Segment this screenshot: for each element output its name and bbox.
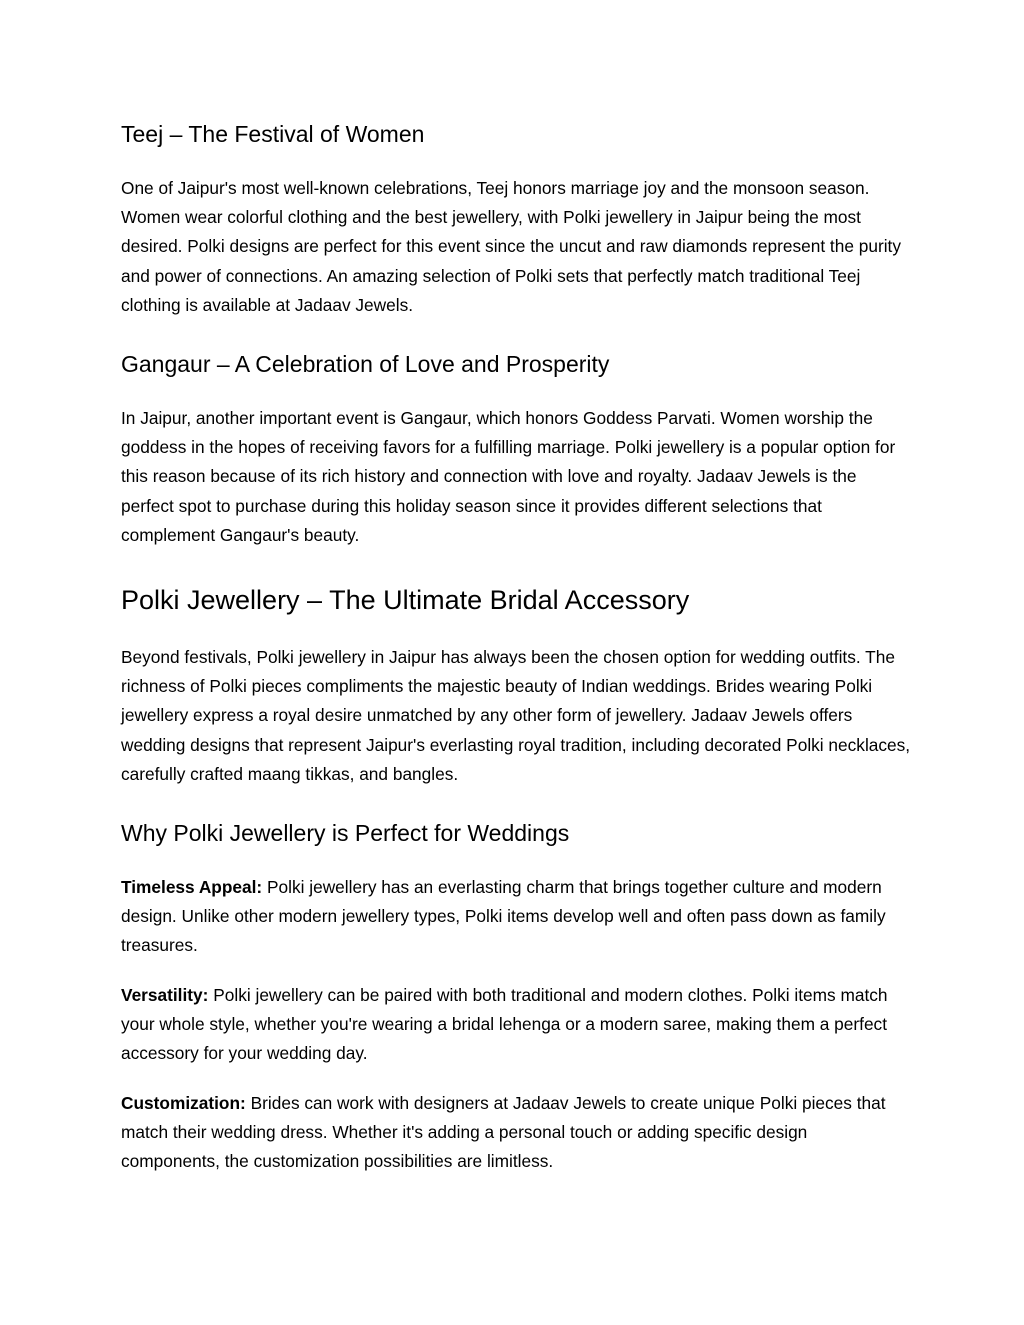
customization-text: Brides can work with designers at Jadaav Jewels to create unique Polki pieces that match their wedding dress. Whether it's adding a personal touch or adding specific design components, the customization possibilities are limitless.: [121, 1093, 886, 1172]
versatility-label: Versatility:: [121, 985, 209, 1005]
teej-paragraph: One of Jaipur's most well-known celebrations, Teej honors marriage joy and the monsoon season. Women wear colorful clothing and the best jewellery, with Polki jewellery in Jaipur being the most desired. Polki designs are perfect for this event since the uncut and raw diamonds represent the purity and power of connections. An amazing selection of Polki sets that perfectly match traditional Teej clothing is available at Jadaav Jewels.: [121, 178, 902, 315]
versatility-point: [121, 981, 911, 1069]
bridal-accessory-paragraph: Beyond festivals, Polki jewellery in Jaipur has always been the chosen option for wedding outfits. The richness of Polki pieces compliments the majestic beauty of Indian weddings. Brides wearing Polki jewellery express a royal desire unmatched by any other form of jewellery. Jadaav Jewels offers wedding designs that represent Jaipur's everlasting royal tradition, including decorated Polki necklaces, carefully crafted maang tikkas, and bangles.: [121, 647, 911, 784]
customization-point: [121, 1089, 911, 1177]
teej-heading: Teej – The Festival of Women: [121, 121, 425, 147]
customization-label: Customization:: [121, 1093, 246, 1113]
gangaur-paragraph: In Jaipur, another important event is Gangaur, which honors Goddess Parvati. Women worship the goddess in the hopes of receiving favors for a fulfilling marriage. Polki jewellery is a popular option for this reason because of its rich history and connection with love and royalty. Jadaav Jewels is the perfect spot to purchase during this holiday season since it provides different selections that complement Gangaur's beauty.: [121, 408, 896, 545]
bridal-accessory-heading: Polki Jewellery – The Ultimate Bridal Accessory: [121, 585, 690, 615]
timeless-appeal-label: Timeless Appeal:: [121, 877, 263, 897]
timeless-appeal-text: Polki jewellery has an everlasting charm that brings together culture and modern design. Unlike other modern jewellery types, Polki items develop well and often pass down as family treasures.: [121, 877, 886, 956]
why-polki-heading: Why Polki Jewellery is Perfect for Weddings: [121, 820, 570, 846]
gangaur-heading: Gangaur – A Celebration of Love and Prosperity: [121, 351, 610, 377]
versatility-text: Polki jewellery can be paired with both traditional and modern clothes. Polki items match your whole style, whether you're wearing a bridal lehenga or a modern saree, making them a perfect accessory for your wedding day.: [121, 985, 888, 1064]
timeless-appeal-point: [121, 873, 911, 961]
